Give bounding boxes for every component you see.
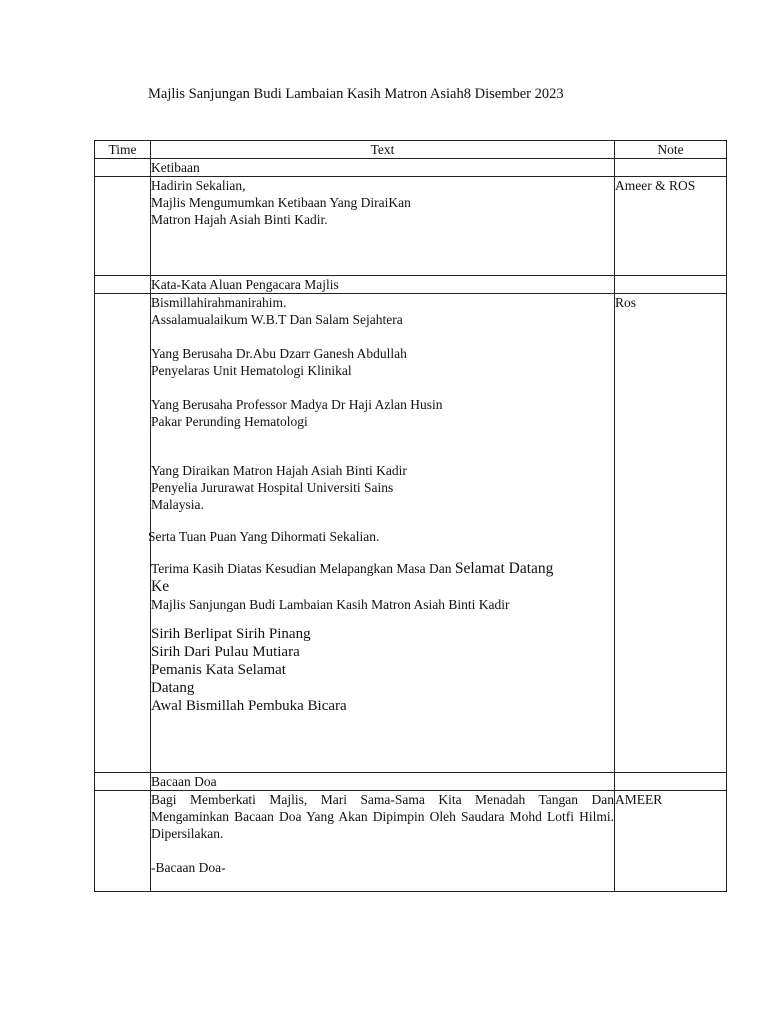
text-cell	[151, 177, 615, 276]
pantun-line: Sirih Dari Pulau Mutiara	[151, 644, 300, 660]
text-fragment: Terima Kasih Diatas Kesudian Melapangkan Masa Dan	[151, 561, 455, 576]
text-line: Pakar Perunding Hematologi	[151, 414, 308, 429]
pantun-line: Datang	[151, 680, 195, 696]
section-heading-ketibaan: Ketibaan	[151, 159, 615, 177]
pantun-line: Awal Bismillah Pembuka Bicara	[151, 698, 347, 714]
text-paragraph: Bagi Memberkati Majlis, Mari Sama-Sama Kita Menadah Tangan Dan Mengaminkan Bacaan Doa Yang Akan Dipimpin Oleh Saudara Mohd Lotfi Hilmi. Dipersilakan.	[151, 792, 614, 841]
pantun-line: Pemanis Kata Selamat	[151, 662, 286, 678]
text-cell	[148, 294, 615, 773]
section-heading-row	[95, 276, 727, 294]
text-line: Ke	[151, 578, 170, 595]
text-line	[151, 560, 614, 578]
section-heading-doa: Bacaan Doa	[151, 773, 615, 791]
text-line: Hadirin Sekalian,	[151, 178, 246, 193]
time-cell	[95, 773, 151, 791]
time-cell	[95, 177, 151, 276]
table-row	[95, 177, 727, 276]
section-heading-aluan: Kata-Kata Aluan Pengacara Majlis	[151, 276, 615, 294]
text-line: Assalamualaikum W.B.T Dan Salam Sejahtera	[151, 312, 403, 327]
text-line: Yang Berusaha Dr.Abu Dzarr Ganesh Abdullah	[151, 346, 407, 361]
note-cell	[615, 773, 727, 791]
text-line: Majlis Mengumumkan Ketibaan Yang DiraiKan	[151, 195, 411, 210]
note-cell: AMEER	[615, 791, 727, 892]
text-fragment: Selamat Datang	[454, 560, 554, 577]
text-line: Majlis Sanjungan Budi Lambaian Kasih Matron Asiah Binti Kadir	[151, 597, 510, 612]
document-title: Majlis Sanjungan Budi Lambaian Kasih Matron Asiah8 Disember 2023	[148, 86, 564, 102]
section-heading-row	[95, 773, 727, 791]
text-line: Serta Tuan Puan Yang Dihormati Sekalian.	[148, 529, 380, 544]
table-row	[95, 294, 727, 773]
note-cell: Ros	[615, 294, 727, 773]
text-line: Bismillahirahmanirahim.	[151, 295, 287, 310]
header-note: Note	[615, 141, 727, 159]
time-cell	[95, 159, 151, 177]
table-header-row	[95, 141, 727, 159]
note-cell: Ameer & ROS	[615, 177, 727, 276]
header-text: Text	[151, 141, 615, 159]
text-line: Malaysia.	[151, 497, 204, 512]
text-line: Penyelaras Unit Hematologi Klinikal	[151, 363, 352, 378]
note-cell	[615, 159, 727, 177]
header-time: Time	[95, 141, 151, 159]
section-heading-row	[95, 159, 727, 177]
table-row	[95, 791, 727, 892]
text-line: -Bacaan Doa-	[151, 860, 226, 875]
text-line: Matron Hajah Asiah Binti Kadir.	[151, 212, 328, 227]
text-line: Yang Berusaha Professor Madya Dr Haji Azlan Husin	[151, 397, 443, 412]
time-cell	[95, 791, 151, 892]
pantun-line: Sirih Berlipat Sirih Pinang	[151, 626, 311, 642]
time-cell	[95, 276, 151, 294]
text-line: Yang Diraikan Matron Hajah Asiah Binti Kadir	[151, 463, 407, 478]
text-cell	[151, 791, 615, 892]
programme-table	[94, 140, 727, 892]
note-cell	[615, 276, 727, 294]
time-cell	[95, 294, 151, 773]
text-line: Penyelia Jururawat Hospital Universiti Sains	[151, 480, 394, 495]
